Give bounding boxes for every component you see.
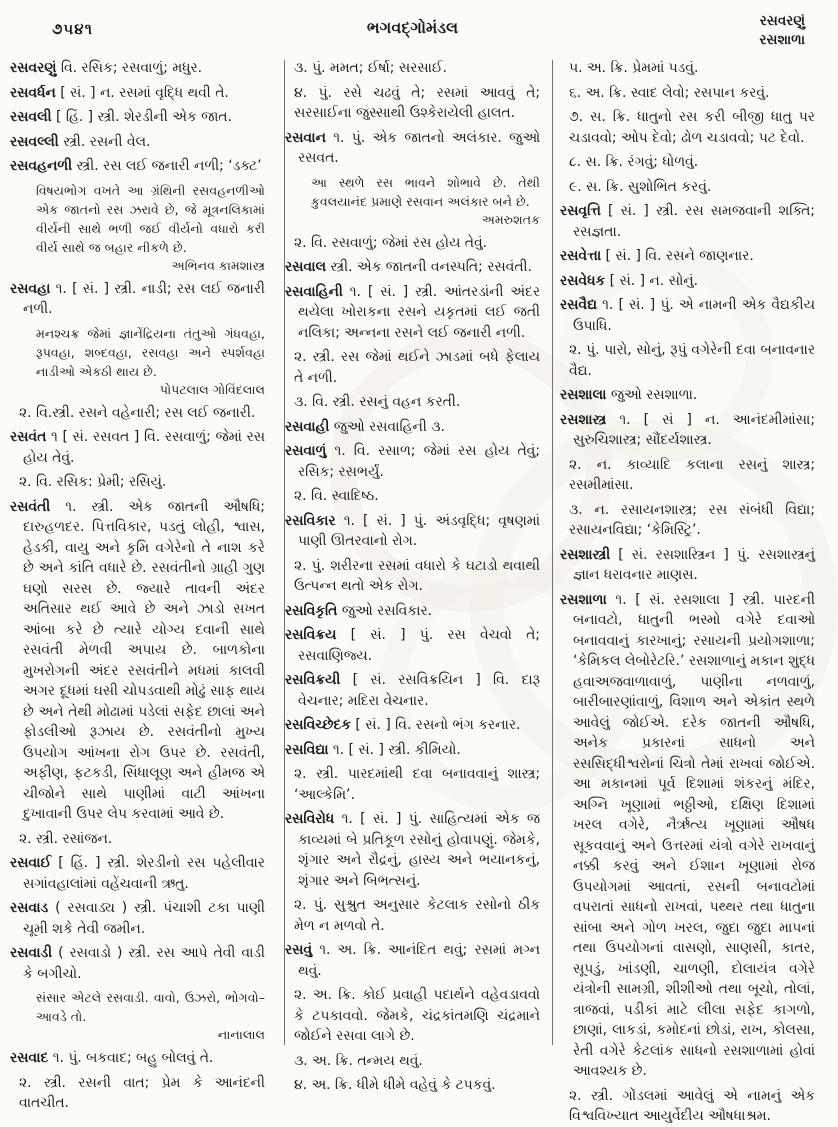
definition-text: ૧. પું. બકવાદ; બહુ બોલવું તે. xyxy=(52,1050,214,1066)
headword: રસવહનળી xyxy=(10,158,73,174)
book-title: ભગવદ્ગોમંડલ xyxy=(366,18,459,37)
sub-sense xyxy=(285,83,540,124)
sub-sense xyxy=(560,455,815,496)
definition-text: ૪. અ. ક્રિ. ધીમે ધીમે વહેવું કે ટપકવું. xyxy=(294,1077,496,1093)
headword: રસશાળા xyxy=(560,591,607,608)
headword: રસવાઈ xyxy=(10,855,52,871)
definition-text: ૧. [ સં ] ન. આનંદમીમાંસા; સુરુચિશાસ્ત્ર; સૌંદર્યશાસ્ત્ર. xyxy=(573,411,816,448)
sub-sense xyxy=(560,58,815,79)
sub-sense xyxy=(285,392,540,413)
definition-text: ૨. પું. સુશ્રુત અનુસાર કેટલાક રસોનો ઠીક મેળ ન મળવો તે. xyxy=(294,897,540,934)
sub-sense xyxy=(10,829,265,850)
definition-text: ૨. સ્ત્રી. પારદમાંથી દવા બનાવવાનું શાસ્ત્ર; ‘આલ્કેમિ’. xyxy=(294,766,540,803)
definition-text: ૨. સ્ત્રી. ગોંડલમાં આવેલું એ નામનું એક વિશ્વવિખ્યાત આયુર્વેદીય ઔષધાશ્રમ. xyxy=(569,1087,815,1124)
dictionary-entry xyxy=(560,295,815,336)
definition-text: ૩. ન. રસાયનશાસ્ત્ર; રસ સંબંધી વિદ્યા; રસાયનવિદ્યા; ‘કેમિસ્ટ્રિ’. xyxy=(569,501,815,538)
definition-text: [ સં. ] વિ. રસનો ભંગ કરનાર. xyxy=(355,717,521,733)
definition-text: ૨. વિ. રસવાળું; જેમાં રસ હોય તેવું. xyxy=(294,234,488,251)
definition-text: ૩. અ. ક્રિ. તન્મય થવું. xyxy=(294,1052,423,1069)
headword: રસશાસ્ત્ર xyxy=(560,411,607,428)
headword: રસવરણું xyxy=(10,60,57,76)
headword: રસવિકૃતિ xyxy=(285,602,338,619)
headword: રસવર્ધન xyxy=(10,84,56,101)
sub-sense xyxy=(285,486,540,507)
dictionary-entry xyxy=(10,132,265,153)
definition-text: ૧. [ સં. ] સ્ત્રી. આંતરડાંની અંદર થયેલા ખોરાકના રસને યકૃતમાં લઈ જતી નલિકા; અન્નના રસને લઈ જનારી નળી. xyxy=(298,283,540,341)
definition-text: [ સં. રસવિક્રયિન ] વિ. દારૂ વેચનાર; મદિરા વેચનાર. xyxy=(298,672,541,709)
quote-attribution xyxy=(10,257,265,275)
sub-sense xyxy=(560,500,815,541)
definition-text: ૧. વિ. રસાળ; જેમાં રસ હોય તેવું; રસિક; રસભર્યું. xyxy=(298,443,540,480)
headword: રસવું xyxy=(285,942,313,958)
dictionary-entry xyxy=(560,201,815,242)
dictionary-entry xyxy=(285,417,540,438)
headword: રસવાહિની xyxy=(285,283,343,300)
definition-text: ૯. સ. ક્રિ. સુશોભિત કરવું. xyxy=(569,178,712,195)
headword: રસવંત xyxy=(10,429,47,445)
definition-text: ૮. સ. ક્રિ. રંગવું; ધોળવું. xyxy=(569,154,699,170)
sub-sense xyxy=(560,152,815,173)
dictionary-entry xyxy=(560,246,815,267)
definition-text: ૧. પું. એક જાતનો અલંકાર. જુઓ રસવત. xyxy=(298,129,540,166)
dictionary-entry xyxy=(10,853,265,894)
definition-text: [ સં. ] પું. રસ વેચવો તે; રસવાણિજ્ય. xyxy=(298,627,540,664)
headword: રસવાદ xyxy=(10,1050,49,1066)
headword: રસશાલા xyxy=(560,387,607,403)
definition-text: [ સં. ] સ્ત્રી. રસ સમજવાની શક્તિ; રસજ્ઞતા. xyxy=(573,203,815,240)
definition-text: ૨. વિ. રસિક: પ્રેમી; રસિયું. xyxy=(19,474,167,490)
sub-sense xyxy=(285,764,540,805)
dictionary-entry xyxy=(285,128,540,169)
definition-text: ૧. સ્ત્રી. એક જાતની ઔષધિ; દારુહળદર. પિત્તવિકાર, પડતું લોહી, શ્વાસ, હેડકી, વાયુ અને કૃમિ વગેરેનો તે નાશ કરે છે અને કાંતિ વધારે છે. રસવંતીનો ગ્રાહી ગુણ ઘણો સરસ છે. જ્યારે તાવની અંદર અતિસાર થઈ આવે છે અને ઝાડો સખત આંબા કરે છે ત્યારે યોગ્ય દવાની સાથે રસવંતી મેળવી અપાય છે. બાળકોના મુખરોગની અંદર રસવંતીને મધમાં કાલવી અગર દૂધમાં ઘસી ચોપડવાથી મોઢું સાફ થાય છે અને તેથી મોઢામાં પડેલાં સફેદ છાલાં અને ફોડલીઓ રૂઝાય છે. રસવંતીનો મુખ્ય ઉપયોગ આંખના રોગ ઉપર છે. રસવંતી, અફીણ, ફટકડી, સિંધાલૂણ અને હીમજ એ ચીજોને સાથે પાણીમાં વાટી આંખના દુખાવાની ઉપર લેપ કરવામાં આવે છે. xyxy=(23,498,265,822)
attribution-text: પોપટલાલ ગોવિંદલાલ xyxy=(159,381,265,397)
quote-attribution xyxy=(10,381,265,399)
quotation xyxy=(285,173,540,211)
headword: રસવલી xyxy=(10,109,52,125)
attribution-text: અભિનવ કામશાસ્ત્ર xyxy=(171,257,265,273)
definition-text: [ હિં. ] સ્ત્રી. શેરડીનો રસ પહેલીવાર સગાંવહાલાંમાં વહેંચવાની ઋતુ. xyxy=(23,855,265,892)
definition-text: [ સં. ] ન. સોનું. xyxy=(609,272,699,289)
definition-text: વિ. રસિક; રસવાળું; મધુર. xyxy=(60,60,203,76)
headword: રસવહા xyxy=(10,280,51,297)
dictionary-entry xyxy=(285,670,540,711)
sub-sense xyxy=(560,107,815,148)
dictionary-entry xyxy=(10,1048,265,1069)
headword: રસવિકાર xyxy=(285,512,336,529)
dictionary-entry xyxy=(285,511,540,552)
definition-text: ( રસવાડ્ય ) સ્ત્રી. પંચાશી ટકા પાણી ચૂમી શકે તેવી જમીન. xyxy=(23,900,265,937)
headword: રસવિક્રયી xyxy=(285,672,341,688)
dictionary-entry xyxy=(10,427,265,468)
dictionary-entry xyxy=(10,58,265,79)
column-3 xyxy=(560,58,816,1124)
dictionary-entry xyxy=(560,271,815,292)
dictionary-entry xyxy=(10,279,265,320)
definition-text: વિષયભોગ વખતે આ ગ્રંથિની રસવહનળીઓ એક જાતનો રસ ઝરાવે છે, જે મૂત્રનલિકામાં વીર્યની સાથે ભળી જઈ વીર્યનો વધારો કરી વીર્ય સાથે જ બહાર નીકળે છે. xyxy=(36,182,265,255)
dictionary-entry xyxy=(10,156,265,177)
dictionary-entry xyxy=(10,107,265,128)
headword: રસવિરોધ xyxy=(285,811,335,827)
dictionary-entry xyxy=(285,809,540,891)
dictionary-entry xyxy=(560,410,815,451)
definition-text: ૫. અ. ક્રિ. પ્રેમમાં પડવું. xyxy=(569,60,699,76)
sub-sense xyxy=(560,83,815,104)
definition-text: ૨. ન. કાવ્યાદિ કલાના રસનું શાસ્ત્ર; રસમીમાંસા. xyxy=(569,456,815,493)
dictionary-entry xyxy=(285,282,540,344)
definition-text: ૩. વિ. સ્ત્રી. રસનું વહન કરતી. xyxy=(294,394,461,410)
headword: રસવંતી xyxy=(10,498,51,515)
quote-attribution xyxy=(10,1026,265,1044)
headword: રસવેત્તા xyxy=(560,248,602,264)
definition-text: સંસાર એટલે રસવાડી. વાવો, ઉઝરો, ભોગવો– આવડે તો. xyxy=(36,990,265,1024)
guide-words xyxy=(760,12,805,50)
definition-text: ૨. પું. પારો, સોનું, રૂપું વગેરેની દવા બનાવનાર વૈદ્ય. xyxy=(569,342,815,379)
definition-text: ( રસવાડો ) સ્ત્રી. રસ આપે તેવી વાડી કે બગીચો. xyxy=(23,945,266,982)
sub-sense xyxy=(560,1086,815,1127)
definition-text: આ સ્થળે રસ ભાવને શોભાવે છે. તેથી કુવલયાનંદ પ્રમાણે રસવાન અલંકાર બને છે. xyxy=(311,174,540,209)
definition-text: જુઓ રસવિકાર. xyxy=(341,602,433,619)
sub-sense xyxy=(285,347,540,388)
quotation xyxy=(10,324,265,381)
headword: રસવાડ xyxy=(10,900,49,916)
definition-text: ૨. વિ.સ્ત્રી. રસને વહેનારી; રસ લઈ જનારી. xyxy=(19,404,256,421)
definition-text: ૧. [ સં. ] પું. અંડવૃદ્ધિ; વૃષણમાં પાણી ઊતરવાનો રોગ. xyxy=(298,512,540,549)
definition-text: ૧. [ સં. ] પું. સાહિત્યમાં એક જ કાવ્યમાં બે પ્રતિકૂળ રસોનું હોવાપણું. જેમકે, શૃંગાર અને રૌદ્રનું, હાસ્ય અને ભયાનકનું, શૃંગાર અને બિભત્સનું. xyxy=(298,811,540,889)
headword: રસવલ્લી xyxy=(10,133,59,150)
definition-text: સ્ત્રી. રસ લઈ જનારી નળી; ‘ડક્ટ’ xyxy=(76,158,262,174)
quote-attribution xyxy=(285,211,540,229)
guide-word-last: રસશાળા xyxy=(759,32,805,48)
definition-text: [ સં. ] વિ. રસને જાણનાર. xyxy=(605,248,754,264)
attribution-text: નાનાલાલ xyxy=(217,1027,265,1042)
sub-sense xyxy=(285,985,540,1047)
definition-text: જુઓ રસશાળા. xyxy=(610,387,698,403)
dictionary-entry xyxy=(285,715,540,736)
headword: રસવૈદ્ય xyxy=(560,297,597,313)
definition-text: ૬. અ. ક્રિ. સ્વાદ લેવો; રસપાન કરવું. xyxy=(569,84,770,101)
definition-text: ૭. સ. ક્રિ. ધાતુનો રસ કરી બીજી ધાતુ પર ચડાવવો; ઓપ દેવો; ઢોળ ચડાવવો; પટ દેવો. xyxy=(569,109,815,146)
definition-text: ૪. પું. રસે ચઢવું તે; રસમાં આવવું તે; સરસાઈના જુસ્સાથી ઉશ્કેરાયેલી હાલત. xyxy=(294,84,540,121)
dictionary-entry xyxy=(560,590,815,1082)
definition-text: જુઓ રસવાહિની ૩. xyxy=(333,418,445,435)
sub-sense xyxy=(10,472,265,493)
headword: રસવેધક xyxy=(560,272,606,289)
headword: રસવિચ્છેદક xyxy=(285,717,351,733)
attribution-text: અમરુશતક xyxy=(481,211,540,227)
sub-sense xyxy=(285,1075,540,1096)
definition-text: ૧. [ સં. ] સ્ત્રી. કીમિયો. xyxy=(332,741,461,758)
definition-text: ૧. [ સં. ] પું. એ નામની એક વૈદ્યકીય ઉપાધિ. xyxy=(573,297,815,334)
definition-text: ૨. વિ. સ્વાદિષ્ઠ. xyxy=(294,488,379,504)
sub-sense xyxy=(285,556,540,597)
sub-sense xyxy=(560,177,815,198)
dictionary-entry xyxy=(10,898,265,939)
definition-text: ૧. [ સં. રસશાલા ] સ્ત્રી. પારદની બનાવટો, ધાતુની ભસ્મો વગેરે દવાઓ બનાવવાનું કારખાનું; રસાયની પ્રયોગશાળા; ‘કેમિકલ લેબોરેટરિ.’ રસશાળાનું મકાન શુદ્ધ હવાઅજવાળાવાળું, પાણીના નળવાળું, બારીબારણાંવાળું, વિશાળ અને એકાંત સ્થળે આવેલું જોઈએ. દરેક જાતની ઔષધિ, અનેક પ્રકારનાં સાધનો અને રસસિદ્ધીશ્વરોનાં ચિત્રો તેમાં રાખવાં જોઈએ. આ મકાનમાં પૂર્વ દિશામાં શંકરનું મંદિર, અગ્નિ ખૂણામાં ભઠ્ઠીઓ, દક્ષિણ દિશામાં ખરલ વગેરે, નૈર્ઋત્ય ખૂણામાં ઔષધ સૂકવવાનું અને ઉત્તરમાં યંત્રો વગેરે રાખવાનું નક્કી કરવું અને ઈશાન ખૂણામાં રોજ ઉપયોગમાં આવતાં, રસની બનાવટોમાં વપરાતાં સાધનો રાખવાં, પથ્થર તથા ધાતુના સાંબા અને ગોળ ખરલ, જુદા જુદા માપનાં તથા ઉપયોગનાં વાસણો, સાણસી, કાતર, સૂપડું, ખાંડણી, ચાળણી, દોલાયંત્ર વગેરે યંત્રોની સામગ્રી, શીશીઓ તથા બૂચો, તોલાં, ત્રાજવાં, પડીકાં માટે લીલા સફેદ કાગળો, છાણાં, લાકડાં, કમોદનાં છોડાં, રાખ, કોલસા, રેતી વગેરે કેટલાંક સાધનો રસશાળામાં હોવાં આવશ્યક છે. xyxy=(573,591,815,1079)
page-number: ૭૫૪૧ xyxy=(52,20,93,38)
dictionary-entry xyxy=(285,257,540,278)
sub-sense xyxy=(285,1051,540,1072)
headword: રસવૃત્તિ xyxy=(560,203,601,219)
definition-text: સ્ત્રી. એક જાતની વનસ્પતિ; રસવંતી. xyxy=(330,259,532,275)
definition-text: ૨. પું. શરીરના રસમાં વધારો કે ઘટાડો થવાથી ઉત્પન્ન થતો એક રોગ. xyxy=(294,557,540,594)
headword: રસવિક્રય xyxy=(285,627,337,643)
dictionary-entry xyxy=(560,545,815,586)
definition-text: મનશ્ચક્ર જેમાં જ્ઞાનેંદ્રિયના તંતુઓ ગંધવહા, રૂપવહા, શબ્દવહા, રસવહા અને સ્પર્શવહા નાડીઓ એકઠી થાય છે. xyxy=(36,325,265,379)
definition-text: ૨. સ્ત્રી. રસાંજન. xyxy=(19,830,113,847)
definition-text: ૧ [ સં. રસવત ] વિ. રસવાળું; જેમાં રસ હોય તેવું. xyxy=(23,429,265,466)
sub-sense xyxy=(285,58,540,79)
dictionary-entry xyxy=(560,385,815,406)
headword: રસવિદ્યા xyxy=(285,741,329,758)
guide-word-first: રસવરણું xyxy=(759,13,805,29)
quotation xyxy=(10,181,265,257)
definition-text: ૧. અ. ક્રિ. આનંદિત થવું; રસમાં મગ્ન થવું. xyxy=(298,942,541,979)
columns xyxy=(10,58,816,1124)
page-header xyxy=(0,12,825,60)
sub-sense xyxy=(10,1073,265,1114)
sub-sense xyxy=(560,340,815,381)
headword: રસવાળું xyxy=(285,443,327,459)
sub-sense xyxy=(10,403,265,424)
dictionary-entry xyxy=(285,625,540,666)
dictionary-entry xyxy=(285,740,540,761)
sub-sense xyxy=(285,233,540,254)
dictionary-entry xyxy=(10,943,265,984)
definition-text: [ હિં. ] સ્ત્રી. શેરડીની એક જાત. xyxy=(55,109,232,125)
definition-text: [ સં. રસશાસ્ત્રિન ] પું. રસશાસ્ત્રનું જ્ઞાન ધરાવનાર માણસ. xyxy=(573,546,815,583)
dictionary-entry xyxy=(285,940,540,981)
dictionary-entry xyxy=(285,601,540,622)
headword: રસવાહી xyxy=(285,418,330,435)
headword: રસશાસ્ત્રી xyxy=(560,546,611,563)
headword: રસવાન xyxy=(285,129,326,146)
column-2 xyxy=(285,58,541,1093)
definition-text: ૧. [ સં. ] સ્ત્રી. નાડી; રસ લઈ જનારી નળી. xyxy=(23,280,265,317)
headword: રસવાડી xyxy=(10,945,53,961)
headword: રસવાલ xyxy=(285,259,326,275)
definition-text: ૨. અ. ક્રિ. કોઈ પ્રવાહી પદાર્થને વહેવડાવવો કે ટપકાવવો. જેમકે, ચંદ્રકાંતમણિ ચંદ્રમાને જોઈને રસવા લાગે છે. xyxy=(294,987,540,1044)
dictionary-entry xyxy=(10,83,265,104)
dictionary-entry xyxy=(10,497,265,825)
definition-text: ૨. સ્ત્રી. રસની વાત; પ્રેમ કે આનંદની વાતચીત. xyxy=(19,1074,265,1111)
definition-text: ૨. સ્ત્રી. રસ જેમાં થઈને ઝાડમાં બધે ફેલાય તે નળી. xyxy=(294,349,540,386)
column-1 xyxy=(10,58,266,1111)
quotation xyxy=(10,988,265,1026)
sub-sense xyxy=(285,895,540,936)
definition-text: [ સં. ] ન. રસમાં વૃદ્ધિ થવી તે. xyxy=(60,84,229,101)
dictionary-entry xyxy=(285,441,540,482)
definition-text: સ્ત્રી. રસની વેલ. xyxy=(63,133,151,150)
definition-text: ૩. પું. મમત; ઈર્ષા; સરસાઈ. xyxy=(294,60,448,76)
